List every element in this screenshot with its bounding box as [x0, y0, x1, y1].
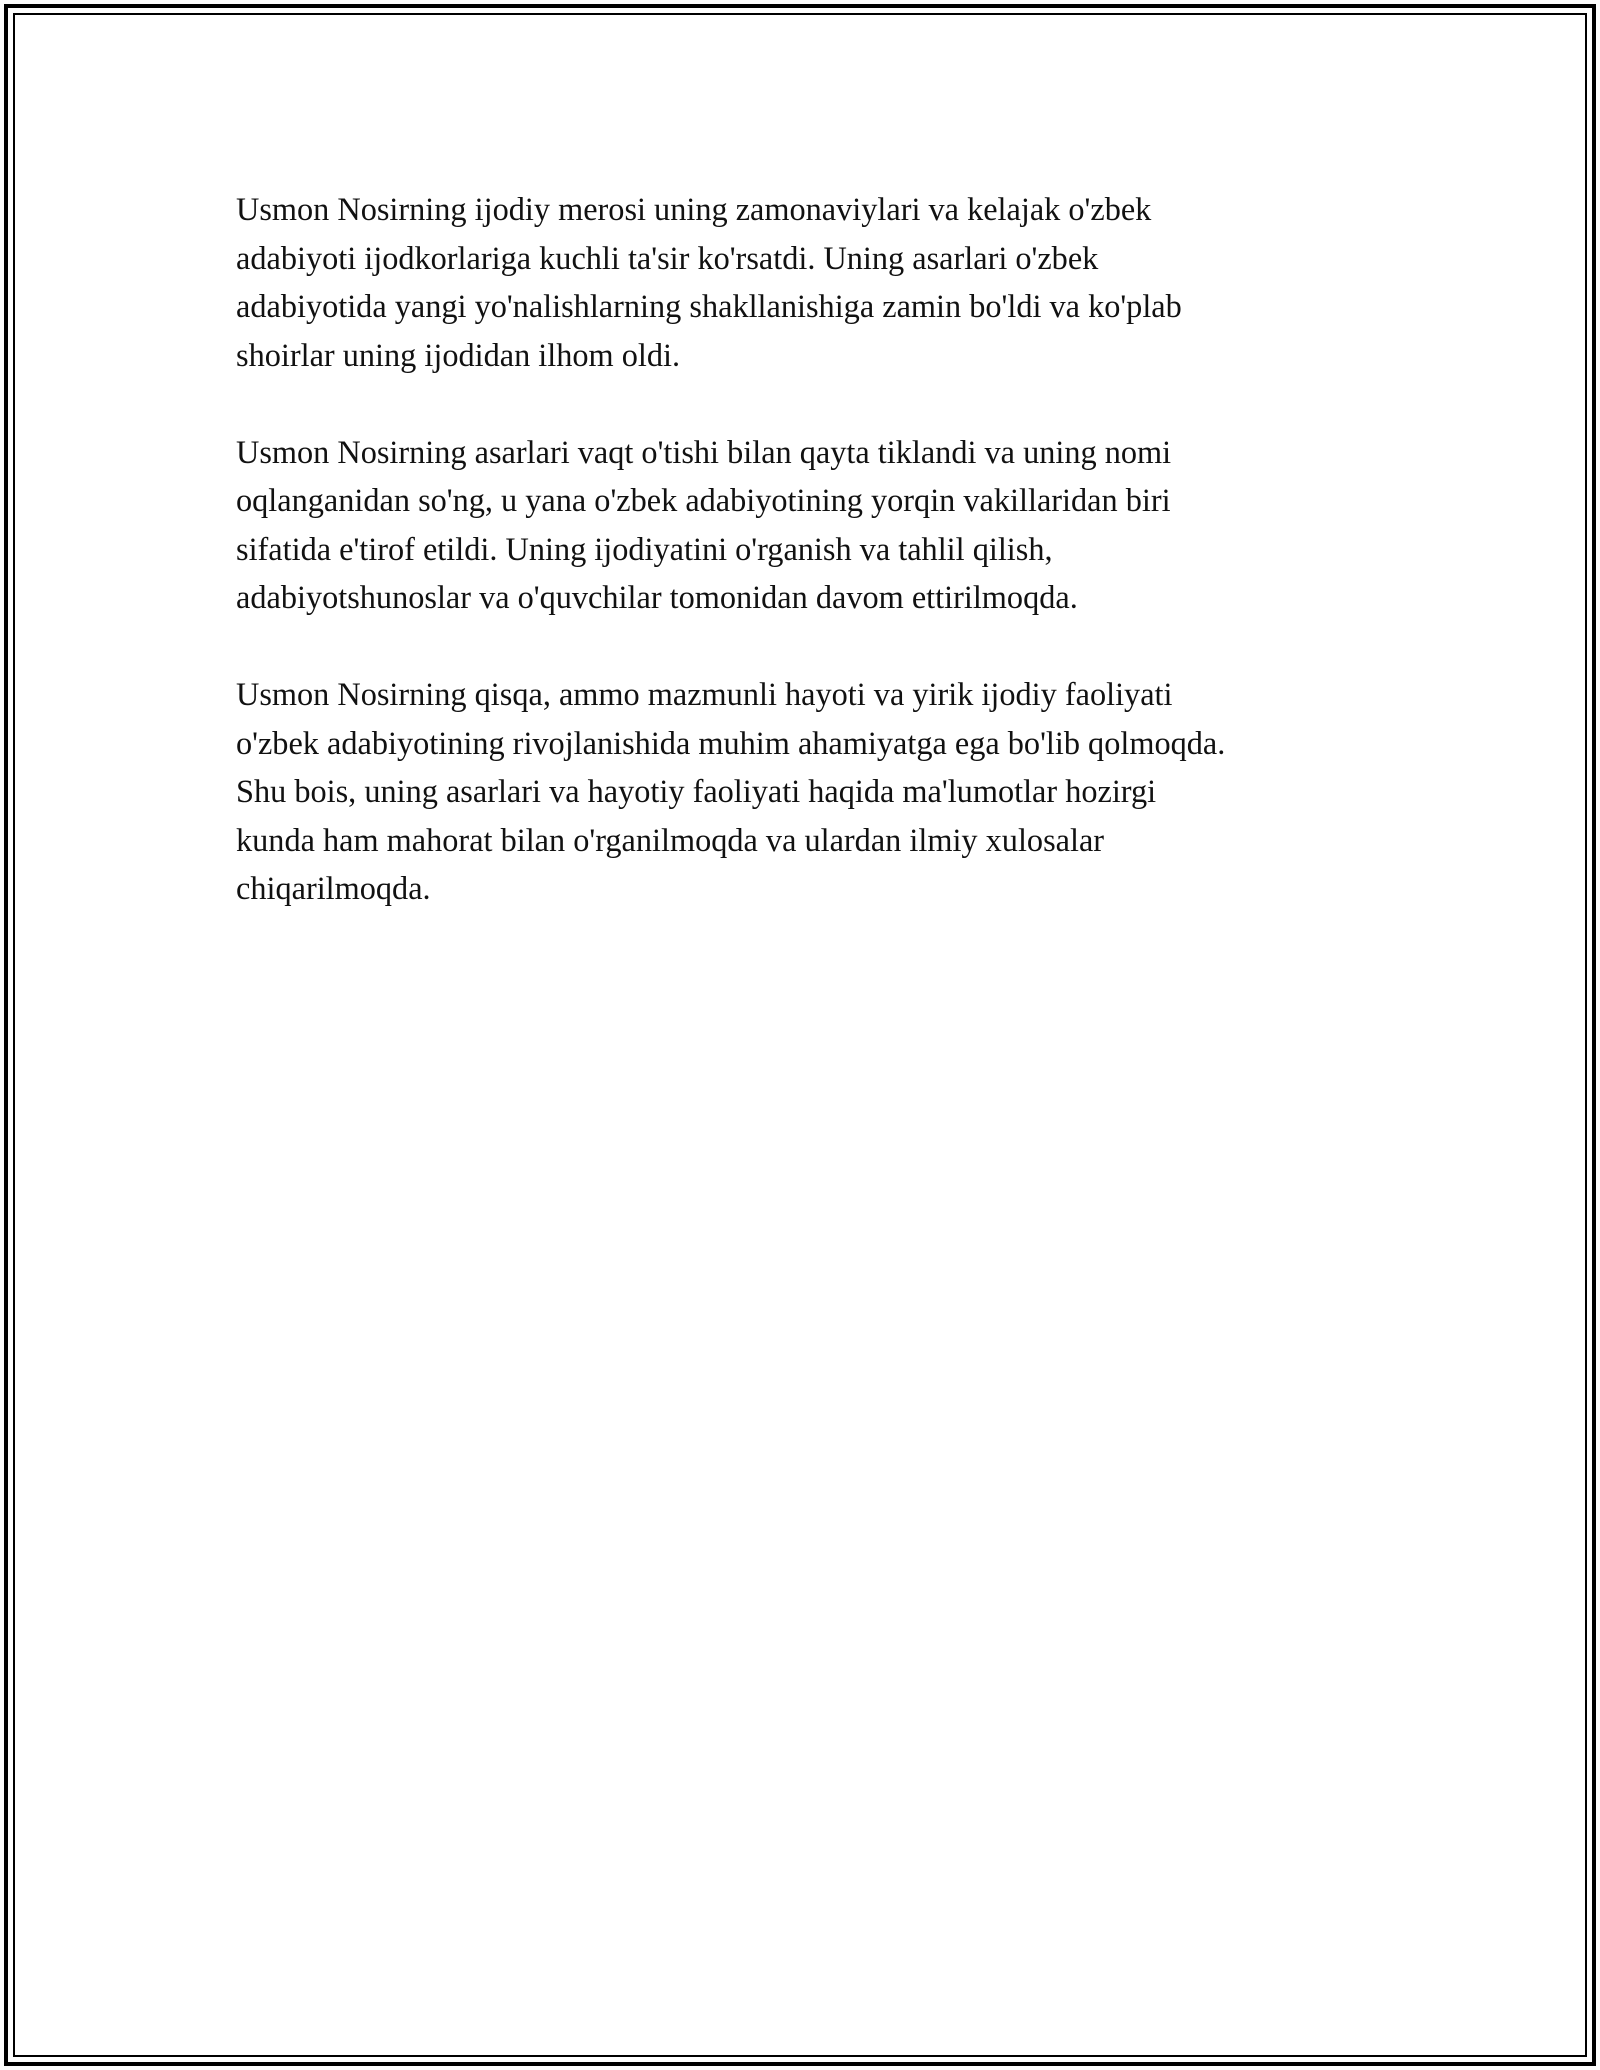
paragraph-3	[236, 670, 1376, 913]
text-line: Usmon Nosirning asarlari vaqt o'tishi bilan qayta tiklandi va uning nomi	[236, 433, 1172, 470]
text-line: Shu bois, uning asarlari va hayotiy faoliyati haqida ma'lumotlar hozirgi	[236, 773, 1157, 809]
paragraph-2	[236, 428, 1376, 622]
text-line: kunda ham mahorat bilan o'rganilmoqda va ulardan ilmiy xulosalar	[236, 821, 1105, 858]
text-line: adabiyoti ijodkorlariga kuchli ta'sir ko'rsatdi. Uning asarlari o'zbek	[236, 239, 1099, 276]
text-line: o'zbek adabiyotining rivojlanishida muhim ahamiyatga ega bo'lib qolmoqda.	[236, 724, 1226, 761]
text-line: adabiyotida yangi yo'nalishlarning shakllanishiga zamin bo'ldi va ko'plab	[236, 288, 1182, 324]
text-line: Usmon Nosirning qisqa, ammo mazmunli hayoti va yirik ijodiy faoliyati	[236, 676, 1173, 712]
text-line: oqlanganidan so'ng, u yana o'zbek adabiyotining yorqin vakillaridan biri	[236, 482, 1171, 518]
text-line: shoirlar uning ijodidan ilhom oldi.	[236, 336, 681, 373]
text-line: chiqarilmoqda.	[236, 870, 431, 906]
paragraph-1	[236, 185, 1376, 379]
text-line: adabiyotshunoslar va o'quvchilar tomonidan davom ettirilmoqda.	[236, 579, 1078, 615]
document-body	[236, 185, 1376, 961]
text-line: Usmon Nosirning ijodiy merosi uning zamonaviylari va kelajak o'zbek	[236, 191, 1152, 227]
text-line: sifatida e'tirof etildi. Uning ijodiyatini o'rganish va tahlil qilish,	[236, 530, 1053, 567]
